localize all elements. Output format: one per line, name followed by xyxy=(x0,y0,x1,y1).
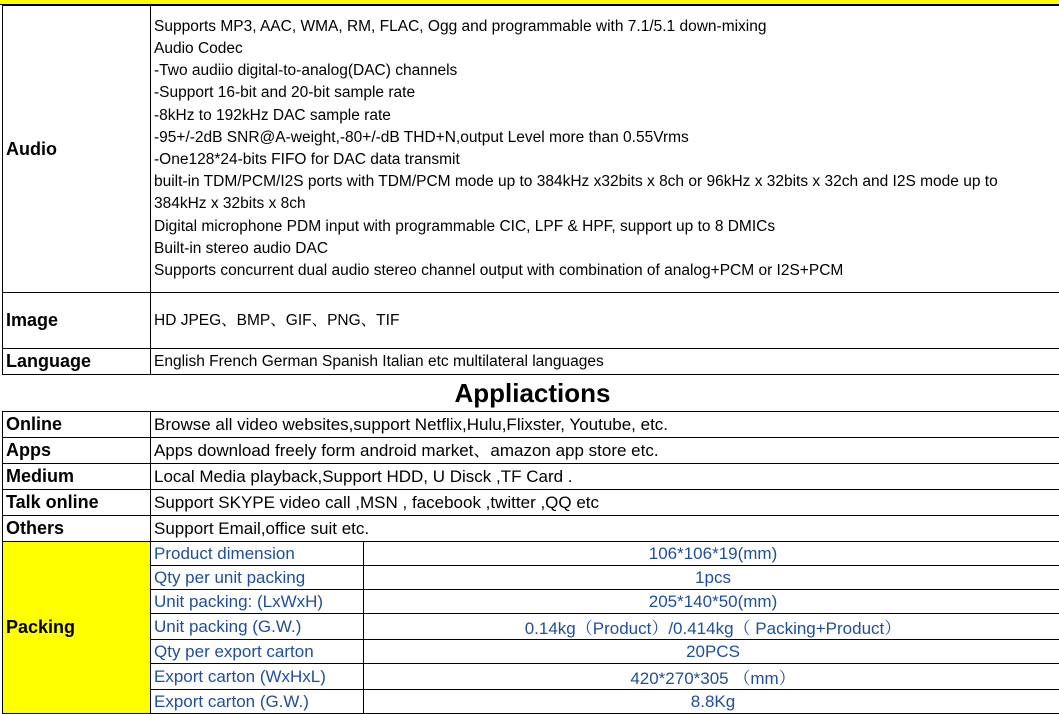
app-row xyxy=(3,412,1059,438)
app-row-value: Browse all video websites,support Netflix,Hulu,Flixster, Youtube, etc. xyxy=(151,412,1059,438)
packing-item-value: 205*140*50(mm) xyxy=(364,590,1059,614)
spec-table xyxy=(2,5,1059,714)
packing-item-name: Export carton (G.W.) xyxy=(151,690,364,714)
packing-item-value: 0.14kg（Product）/0.414kg（ Packing+Product） xyxy=(364,614,1059,640)
packing-item-value: 1pcs xyxy=(364,566,1059,590)
packing-item-value: 20PCS xyxy=(364,640,1059,664)
audio-line: Digital microphone PDM input with programmable CIC, LPF & HPF, support up to 8 DMICs xyxy=(154,216,1059,238)
app-row xyxy=(3,516,1059,542)
audio-line: 384kHz x 32bits x 8ch xyxy=(154,193,1059,215)
app-row xyxy=(3,438,1059,464)
packing-item-value: 106*106*19(mm) xyxy=(364,542,1059,566)
packing-item-name: Unit packing: (LxWxH) xyxy=(151,590,364,614)
packing-item-name: Export carton (WxHxL) xyxy=(151,664,364,690)
audio-line: -Support 16-bit and 20-bit sample rate xyxy=(154,82,1059,104)
applications-header-row xyxy=(3,375,1059,412)
app-row-label: Medium xyxy=(3,464,151,490)
app-row-label: Talk online xyxy=(3,490,151,516)
audio-line: Supports concurrent dual audio stereo channel output with combination of analog+PCM or I2S+PCM xyxy=(154,260,1059,282)
packing-row xyxy=(3,614,1059,640)
packing-item-name: Qty per unit packing xyxy=(151,566,364,590)
audio-description xyxy=(151,6,1059,293)
audio-line: built-in TDM/PCM/I2S ports with TDM/PCM mode up to 384kHz x32bits x 8ch or 96kHz x 32bits x 32ch and I2S mode up to xyxy=(154,171,1059,193)
applications-title: Appliactions xyxy=(3,375,1059,412)
audio-line: Built-in stereo audio DAC xyxy=(154,238,1059,260)
app-row-label: Others xyxy=(3,516,151,542)
audio-line: -95+/-2dB SNR@A-weight,-80+/-dB THD+N,output Level more than 0.55Vrms xyxy=(154,127,1059,149)
packing-row xyxy=(3,566,1059,590)
audio-line: -8kHz to 192kHz DAC sample rate xyxy=(154,105,1059,127)
image-row xyxy=(3,293,1059,349)
app-row-value: Support SKYPE video call ,MSN , facebook ,twitter ,QQ etc xyxy=(151,490,1059,516)
audio-row xyxy=(3,6,1059,293)
packing-row xyxy=(3,542,1059,566)
app-row-value: Support Email,office suit etc. xyxy=(151,516,1059,542)
app-row-label: Apps xyxy=(3,438,151,464)
image-value: HD JPEG、BMP、GIF、PNG、TIF xyxy=(151,293,1059,349)
app-row xyxy=(3,464,1059,490)
language-row xyxy=(3,349,1059,375)
packing-item-name: Unit packing (G.W.) xyxy=(151,614,364,640)
packing-item-name: Qty per export carton xyxy=(151,640,364,664)
packing-row xyxy=(3,640,1059,664)
app-row-label: Online xyxy=(3,412,151,438)
packing-item-value: 8.8Kg xyxy=(364,690,1059,714)
audio-line: Supports MP3, AAC, WMA, RM, FLAC, Ogg and programmable with 7.1/5.1 down-mixing xyxy=(154,16,1059,38)
language-value: English French German Spanish Italian etc multilateral languages xyxy=(151,349,1059,375)
app-row-value: Apps download freely form android market、amazon app store etc. xyxy=(151,438,1059,464)
packing-item-name: Product dimension xyxy=(151,542,364,566)
audio-line: -Two audiio digital-to-analog(DAC) channels xyxy=(154,60,1059,82)
packing-row xyxy=(3,590,1059,614)
app-row-value: Local Media playback,Support HDD, U Disck ,TF Card . xyxy=(151,464,1059,490)
app-row xyxy=(3,490,1059,516)
packing-item-value: 420*270*305 （mm） xyxy=(364,664,1059,690)
image-label: Image xyxy=(3,293,151,349)
audio-line: Audio Codec xyxy=(154,38,1059,60)
packing-label: Packing xyxy=(3,542,151,714)
packing-row xyxy=(3,664,1059,690)
audio-label: Audio xyxy=(3,6,151,293)
audio-line: -One128*24-bits FIFO for DAC data transmit xyxy=(154,149,1059,171)
language-label: Language xyxy=(3,349,151,375)
packing-row xyxy=(3,690,1059,714)
